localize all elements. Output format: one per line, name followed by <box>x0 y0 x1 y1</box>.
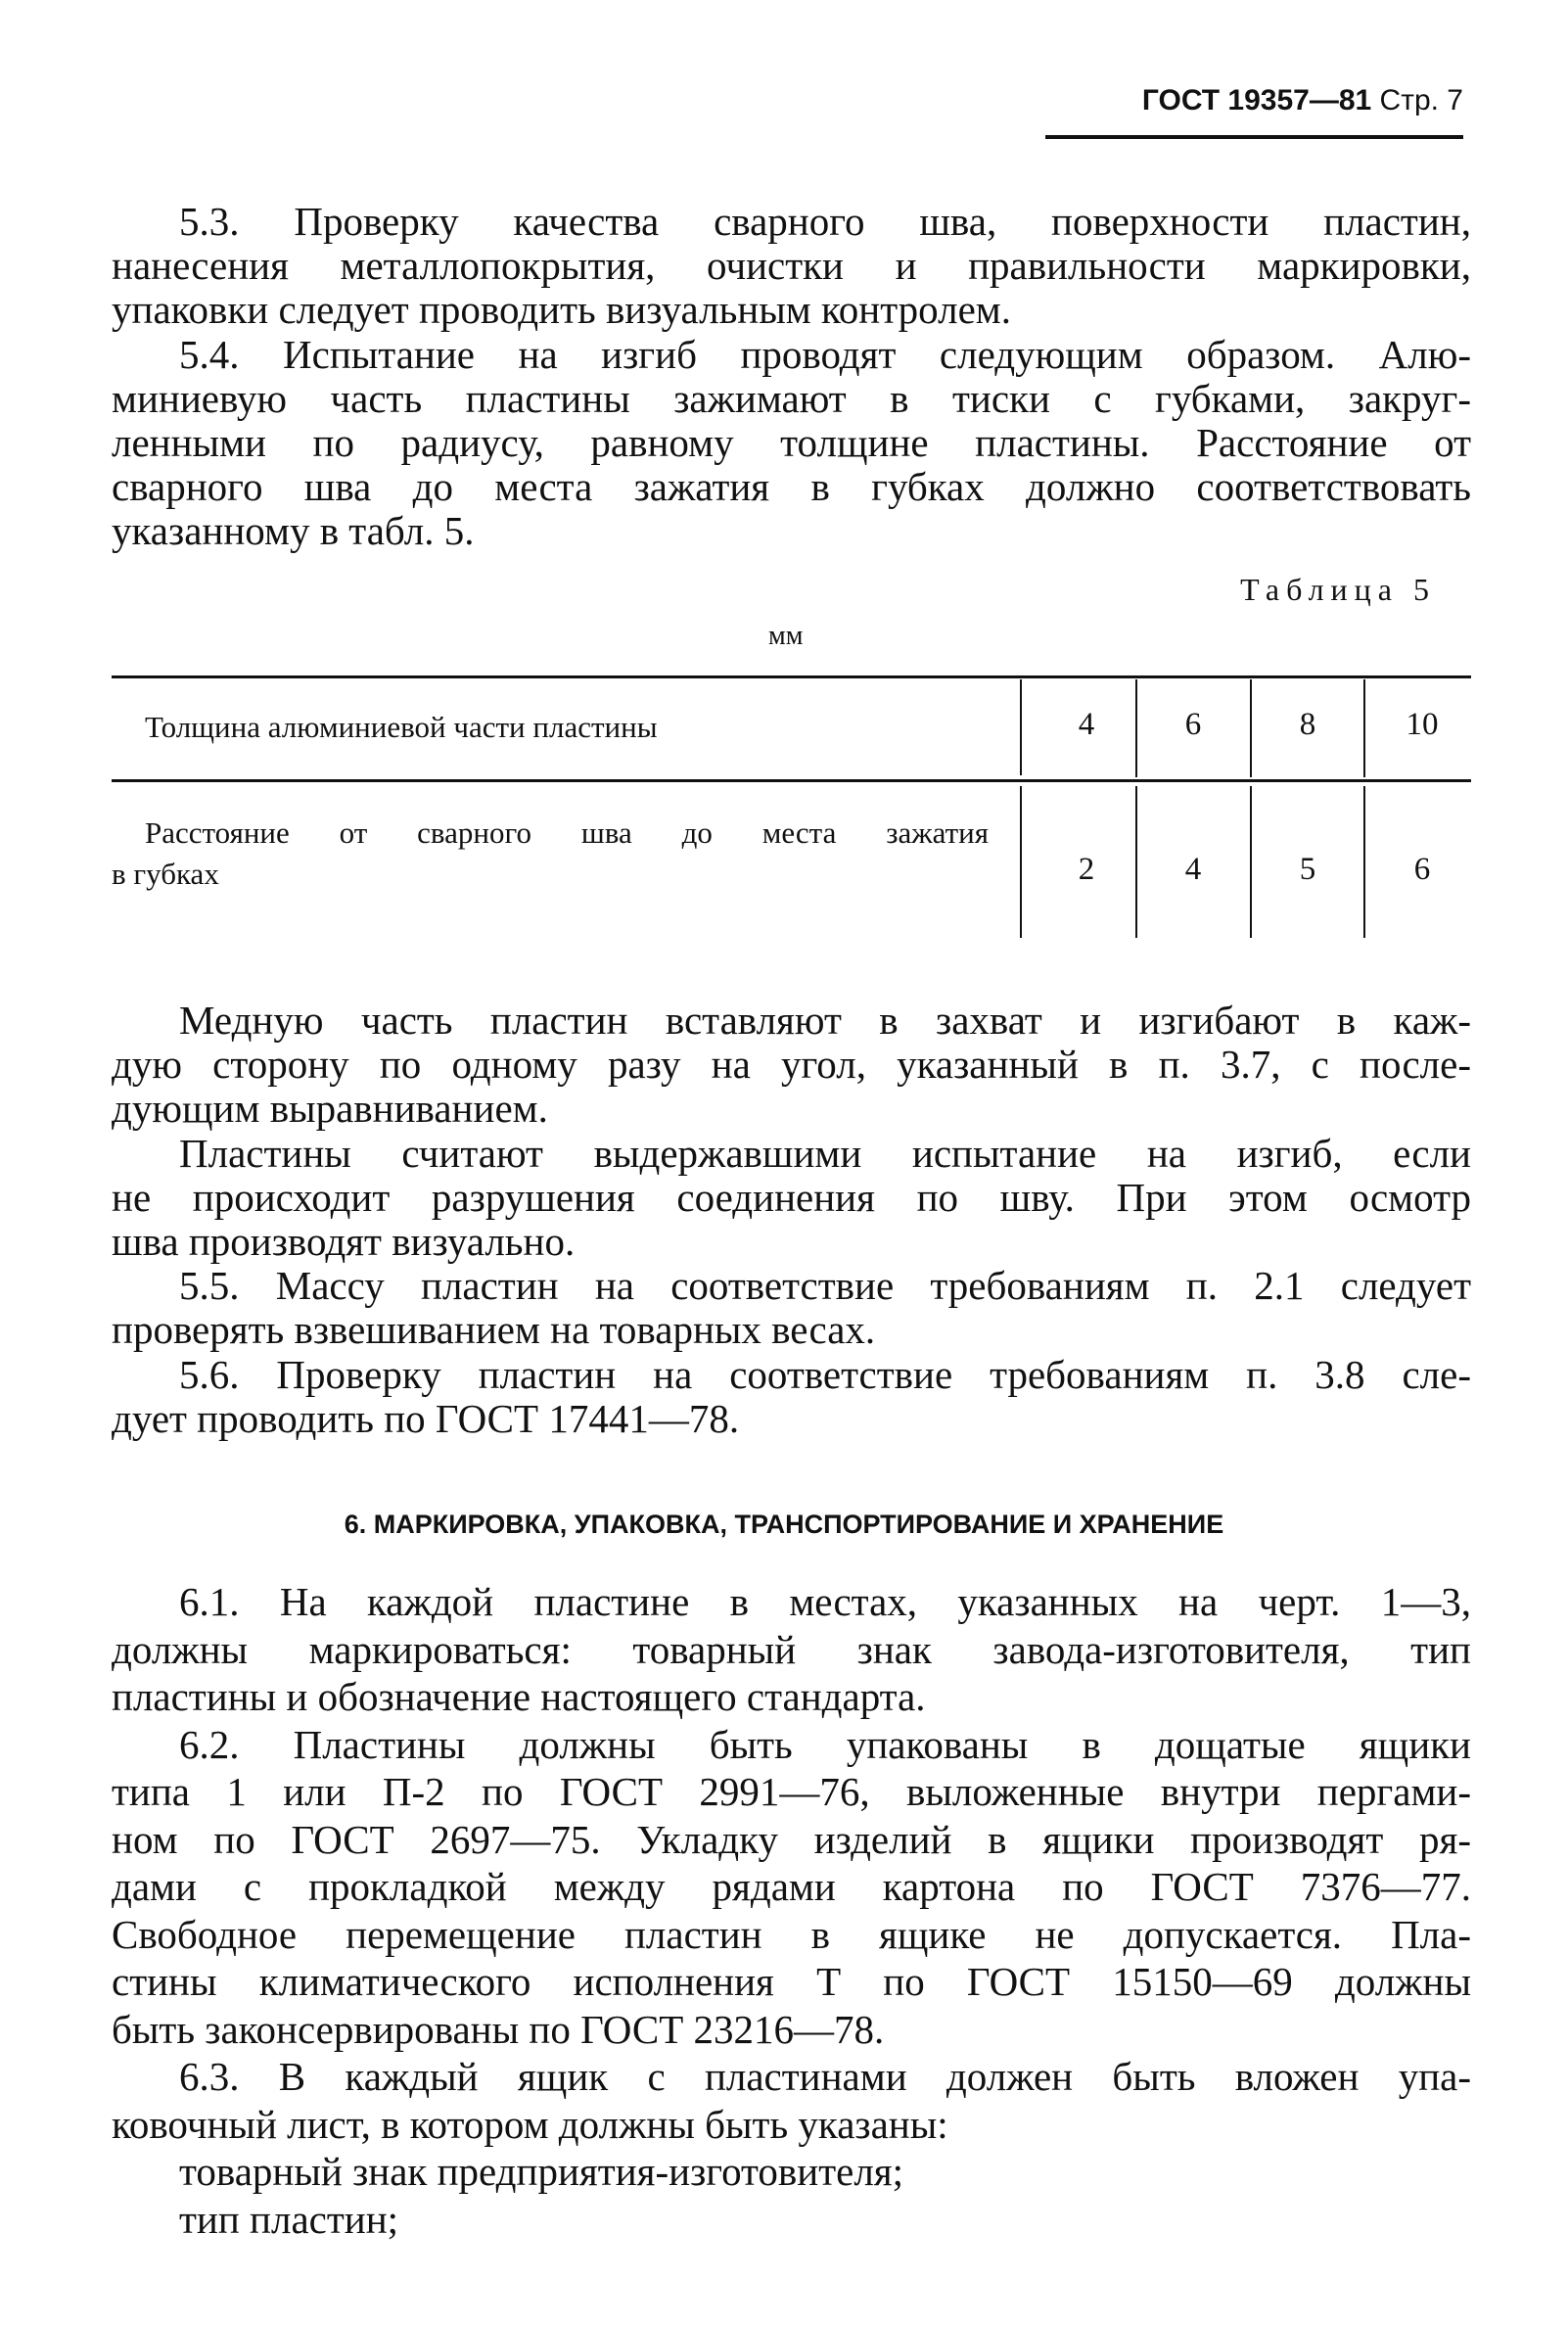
text-line: дами с прокладкой между рядами картона по ГОСТ 7376—77. <box>112 1864 1471 1909</box>
text-line: типа 1 или П-2 по ГОСТ 2991—76, выложенные внутри пергами- <box>112 1769 1471 1814</box>
cell-value: 6 <box>1184 707 1202 742</box>
text-line: Медную часть пластин вставляют в захват и изгибают в каж- <box>179 998 1471 1043</box>
text-line: ленными по радиусу, равному толщине пластины. Расстояние от <box>112 420 1471 465</box>
table-divider <box>1363 679 1365 777</box>
text-line: тип пластин; <box>179 2196 399 2242</box>
table-top-rule <box>112 675 1471 678</box>
text-line: упаковки следует проводить визуальным контролем. <box>112 287 1011 333</box>
text-line: должны маркироваться: товарный знак завода-изготовителя, тип <box>112 1626 1471 1672</box>
section-6-heading: 6. МАРКИРОВКА, УПАКОВКА, ТРАНСПОРТИРОВАНИЕ И ХРАНЕНИЕ <box>344 1510 1224 1539</box>
page-header-text <box>1142 84 1463 117</box>
table-unit: мм <box>768 621 804 651</box>
text-line: миниевую часть пластины зажимают в тиски с губками, закруг- <box>112 375 1471 421</box>
table-divider <box>1020 786 1022 938</box>
cell-value: 4 <box>1184 852 1202 887</box>
table-divider <box>1020 679 1022 775</box>
table-divider <box>1250 679 1252 777</box>
text-line: шва производят визуально. <box>112 1219 576 1264</box>
cell-value: 8 <box>1299 707 1316 742</box>
cell-value: 6 <box>1413 852 1431 887</box>
text-line: 5.3. Проверку качества сварного шва, поверхности пластин, <box>179 199 1471 244</box>
cell-value: 5 <box>1299 852 1316 887</box>
text-line: стины климатического исполнения Т по ГОСТ 15150—69 должны <box>112 1959 1471 2004</box>
text-line: 5.6. Проверку пластин на соответствие требованиям п. 3.8 сле- <box>179 1351 1471 1397</box>
text-line: указанному в табл. 5. <box>112 508 475 554</box>
text-line: ном по ГОСТ 2697—75. Укладку изделий в ящики производят ря- <box>112 1816 1471 1862</box>
text-line: 6.2. Пластины должны быть упакованы в дощатые ящики <box>179 1721 1471 1767</box>
row-label-line: Расстояние от сварного шва до места зажатия <box>145 815 989 850</box>
text-line: Пластины считают выдержавшими испытание на изгиб, если <box>179 1130 1471 1176</box>
row-label-line: в губках <box>112 857 219 891</box>
header-rule <box>1045 135 1463 139</box>
text-line: 6.1. На каждой пластине в местах, указанных на черт. 1—3, <box>179 1579 1471 1624</box>
cell-value: 10 <box>1406 707 1439 742</box>
text-line: не происходит разрушения соединения по шву. При этом осмотр <box>112 1174 1471 1220</box>
standard-number: ГОСТ 19357—81 <box>1141 84 1372 116</box>
text-line: товарный знак предприятия-изготовителя; <box>179 2149 904 2194</box>
text-line: дующим выравниванием. <box>112 1086 548 1132</box>
table-caption: Таблица 5 <box>1240 572 1436 607</box>
text-line: дует проводить по ГОСТ 17441—78. <box>112 1395 740 1441</box>
text-line: сварного шва до места зажатия в губках должно соответствовать <box>112 464 1471 510</box>
text-line: Свободное перемещение пластин в ящике не допускается. Пла- <box>112 1911 1471 1957</box>
text-line: нанесения металлопокрытия, очистки и правильности маркировки, <box>112 243 1471 289</box>
text-line: пластины и обозначение настоящего стандарта. <box>112 1674 926 1719</box>
text-line: быть законсервированы по ГОСТ 23216—78. <box>112 2006 885 2052</box>
table-divider <box>1250 786 1252 938</box>
text-line: 5.5. Массу пластин на соответствие требованиям п. 2.1 следует <box>179 1263 1471 1309</box>
text-line: 6.3. В каждый ящик с пластинами должен быть вложен упа- <box>179 2054 1471 2099</box>
text-line: ковочный лист, в котором должны быть указаны: <box>112 2101 948 2147</box>
text-line: 5.4. Испытание на изгиб проводят следующим образом. Алю- <box>179 331 1471 377</box>
page-number: Стр. 7 <box>1379 84 1463 116</box>
cell-value: 2 <box>1078 852 1095 887</box>
text-line: проверять взвешиванием на товарных весах. <box>112 1307 876 1353</box>
row-label: Толщина алюминиевой части пластины <box>145 710 658 744</box>
cell-value: 4 <box>1078 707 1095 742</box>
table-middle-rule <box>112 779 1471 782</box>
table-divider <box>1363 786 1365 938</box>
text-line: дую сторону по одному разу на угол, указанный в п. 3.7, с после- <box>112 1042 1471 1088</box>
